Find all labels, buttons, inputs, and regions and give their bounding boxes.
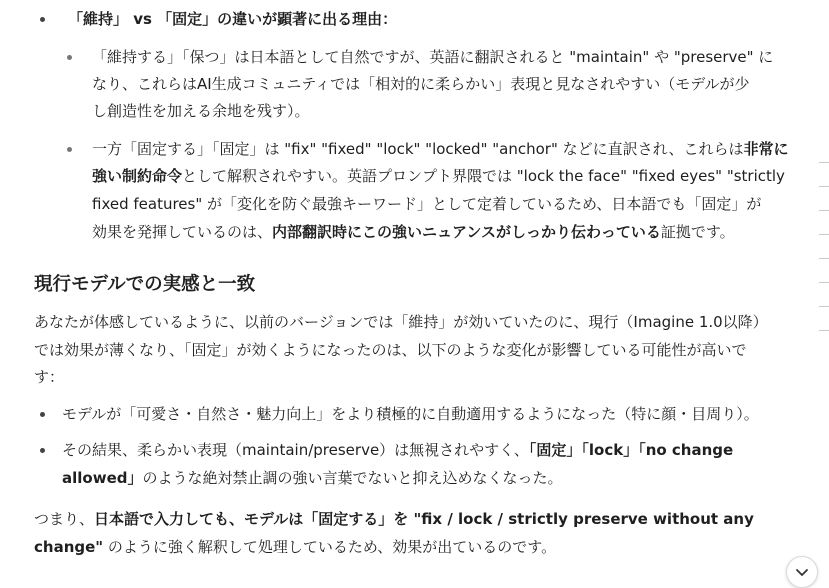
- conclusion-line1-text: つまり、: [34, 510, 95, 528]
- sub2-line3: fixed features" が「変化を防ぐ最強キーワード」として定着しているため、日本語でも「固定」が: [92, 195, 762, 213]
- bullet-dot: [40, 448, 45, 453]
- sub2-line2-bold: 強い制約命令: [92, 167, 183, 185]
- sub2-line4-bold: 内部翻訳時にこの強いニュアンスがしっかり伝わっている: [272, 223, 661, 241]
- bullet2-line1-bold: 「固定」「lock」「no change: [528, 441, 734, 459]
- bullet1-text: モデルが「可愛さ・自然さ・魅力向上」をより積極的に自動適用するようになった（特に顔・目周り）。: [62, 405, 759, 423]
- scroll-tick: [819, 258, 829, 259]
- bullet2-line1: [62, 439, 733, 461]
- scroll-tick: [819, 210, 829, 211]
- conclusion-line2-bold: change": [34, 538, 104, 556]
- scroll-tick: [819, 186, 829, 187]
- scroll-tick: [819, 234, 829, 235]
- conclusion-line2: [34, 536, 556, 558]
- sub2-line1-text: 一方「固定する」「固定」は "fix" "fixed" "lock" "locked" "anchor" などに直訳され、これらは: [92, 140, 744, 158]
- sub1-line2: なり、これらはAI生成コミュニティでは「相対的に柔らかい」表現と見なされやすい（モデルが少: [92, 75, 750, 93]
- para-line2: では効果が薄くなり、「固定」が効くようになったのは、以下のような変化が影響している可能性が高いで: [34, 341, 747, 359]
- bullet-dot: [40, 17, 45, 22]
- bullet2-line1-text: その結果、柔らかい表現（maintain/preserve）は無視されやすく、: [62, 441, 529, 459]
- bullet-dot: [40, 412, 45, 417]
- bullet2-line2-text: のような絶対禁止調の強い言葉でないと抑え込めなくなった。: [142, 469, 563, 487]
- scroll-tick: [819, 282, 829, 283]
- bullet2-line2: [62, 467, 563, 489]
- sub2-line2: [92, 165, 785, 187]
- bullet-title: 「維持」 vs 「固定」の違いが顕著に出る理由：: [68, 10, 398, 28]
- sub-bullet-dot: [67, 55, 72, 60]
- sub2-line4: [92, 221, 735, 243]
- sub1-line1: 「維持する」「保つ」は日本語として自然ですが、英語に翻訳されると "maintain" や "preserve" に: [92, 48, 774, 66]
- sub2-line1-bold: 非常に: [743, 140, 789, 158]
- conclusion-line1: [34, 508, 754, 530]
- conclusion-line1-bold: 日本語で入力しても、モデルは「固定する」を "fix / lock / strictly preserve without any: [94, 510, 754, 528]
- sub2-line2-text: として解釈されやすい。英語プロンプト界隈では "lock the face" "fixed eyes" "strictly: [182, 167, 785, 185]
- section-heading: 現行モデルでの実感と一致: [34, 274, 256, 295]
- para-line3: す：: [34, 368, 65, 386]
- conclusion-line2-text: のように強く解釈して処理しているため、効果が出ているのです。: [103, 538, 557, 556]
- scroll-tick: [819, 330, 829, 331]
- sub2-line4-text: 効果を発揮しているのは、: [92, 223, 273, 241]
- scroll-indicator[interactable]: [817, 0, 829, 587]
- sub2-line4-end: 証拠です。: [660, 223, 735, 241]
- scroll-tick: [819, 162, 829, 163]
- sub1-line3: し創造性を加える余地を残す）。: [92, 102, 310, 120]
- bullet2-line2-bold: allowed」: [62, 469, 143, 487]
- chevron-down-icon: [795, 565, 809, 579]
- scroll-to-bottom-button[interactable]: [786, 556, 818, 588]
- sub2-line1: [92, 138, 789, 160]
- sub-bullet-dot: [67, 147, 72, 152]
- para-line1: あなたが体感しているように、以前のバージョンでは「維持」が効いていたのに、現行（Imagine 1.0以降）: [34, 313, 768, 331]
- scroll-tick: [819, 306, 829, 307]
